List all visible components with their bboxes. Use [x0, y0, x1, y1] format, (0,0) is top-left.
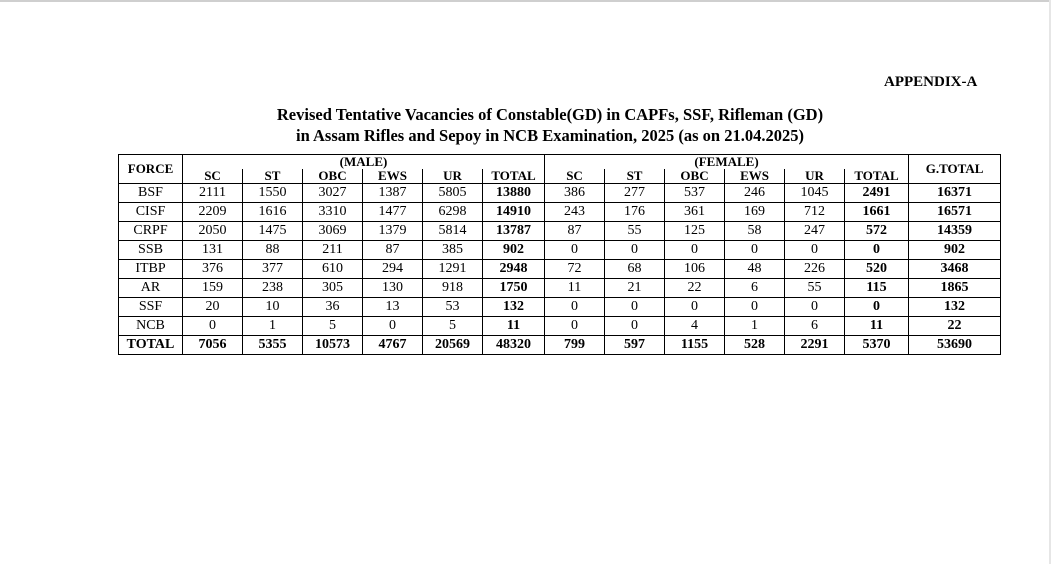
header-male-ur: UR [423, 169, 483, 184]
grand-total-cell: 3468 [909, 260, 1001, 279]
cell: 1 [725, 317, 785, 336]
cell: 3069 [303, 222, 363, 241]
grand-total-cell: 1865 [909, 279, 1001, 298]
male-total-cell: 902 [483, 241, 545, 260]
cell: 2291 [785, 336, 845, 355]
cell: 610 [303, 260, 363, 279]
cell: 13 [363, 298, 423, 317]
cell: 159 [183, 279, 243, 298]
header-female-st: ST [605, 169, 665, 184]
table-row [119, 298, 1001, 317]
female-total-cell: 2491 [845, 184, 909, 203]
grand-total-cell: 22 [909, 317, 1001, 336]
cell: 226 [785, 260, 845, 279]
header-male-ews: EWS [363, 169, 423, 184]
header-male-total: TOTAL [483, 169, 545, 184]
top-border [0, 0, 1051, 2]
table-row [119, 241, 1001, 260]
cell: 1550 [243, 184, 303, 203]
cell: 4 [665, 317, 725, 336]
table-row [119, 184, 1001, 203]
cell: 176 [605, 203, 665, 222]
cell: 2111 [183, 184, 243, 203]
cell: 361 [665, 203, 725, 222]
cell: 68 [605, 260, 665, 279]
male-total-cell: 48320 [483, 336, 545, 355]
cell: 0 [665, 298, 725, 317]
cell: 125 [665, 222, 725, 241]
table-row [119, 260, 1001, 279]
cell: 211 [303, 241, 363, 260]
header-male-obc: OBC [303, 169, 363, 184]
female-total-cell: 572 [845, 222, 909, 241]
cell: 6 [725, 279, 785, 298]
vacancy-table [118, 154, 1001, 355]
cell: 5814 [423, 222, 483, 241]
header-female-ur: UR [785, 169, 845, 184]
cell: 10573 [303, 336, 363, 355]
cell: 247 [785, 222, 845, 241]
cell: 712 [785, 203, 845, 222]
cell: 386 [545, 184, 605, 203]
header-female-total: TOTAL [845, 169, 909, 184]
force-name: CRPF [119, 222, 183, 241]
grand-total-cell: 16371 [909, 184, 1001, 203]
table-row [119, 317, 1001, 336]
cell: 131 [183, 241, 243, 260]
cell: 5 [423, 317, 483, 336]
cell: 2209 [183, 203, 243, 222]
female-total-cell: 115 [845, 279, 909, 298]
grand-total-cell: 14359 [909, 222, 1001, 241]
cell: 20569 [423, 336, 483, 355]
cell: 294 [363, 260, 423, 279]
male-total-cell: 1750 [483, 279, 545, 298]
title-line-2: in Assam Rifles and Sepoy in NCB Examination, 2025 (as on 21.04.2025) [296, 126, 804, 145]
cell: 0 [545, 241, 605, 260]
cell: 1616 [243, 203, 303, 222]
force-name: ITBP [119, 260, 183, 279]
force-name: BSF [119, 184, 183, 203]
female-total-cell: 520 [845, 260, 909, 279]
cell: 918 [423, 279, 483, 298]
cell: 87 [363, 241, 423, 260]
cell: 0 [183, 317, 243, 336]
force-name: SSF [119, 298, 183, 317]
table-row [119, 203, 1001, 222]
cell: 1045 [785, 184, 845, 203]
cell: 55 [605, 222, 665, 241]
cell: 305 [303, 279, 363, 298]
grand-total-cell: 902 [909, 241, 1001, 260]
cell: 246 [725, 184, 785, 203]
cell: 7056 [183, 336, 243, 355]
document-title [120, 104, 980, 146]
cell: 376 [183, 260, 243, 279]
cell: 0 [785, 241, 845, 260]
cell: 0 [785, 298, 845, 317]
header-female: (FEMALE) [545, 155, 909, 170]
cell: 20 [183, 298, 243, 317]
header-force: FORCE [119, 155, 183, 184]
cell: 0 [725, 241, 785, 260]
cell: 58 [725, 222, 785, 241]
cell: 11 [545, 279, 605, 298]
male-total-cell: 11 [483, 317, 545, 336]
cell: 10 [243, 298, 303, 317]
table-body [119, 184, 1001, 355]
force-name: CISF [119, 203, 183, 222]
force-name: NCB [119, 317, 183, 336]
header-female-obc: OBC [665, 169, 725, 184]
cell: 1 [243, 317, 303, 336]
cell: 0 [545, 298, 605, 317]
cell: 1379 [363, 222, 423, 241]
cell: 5 [303, 317, 363, 336]
cell: 1387 [363, 184, 423, 203]
male-total-cell: 13880 [483, 184, 545, 203]
cell: 528 [725, 336, 785, 355]
cell: 0 [605, 298, 665, 317]
cell: 130 [363, 279, 423, 298]
cell: 3310 [303, 203, 363, 222]
cell: 238 [243, 279, 303, 298]
cell: 72 [545, 260, 605, 279]
cell: 597 [605, 336, 665, 355]
grand-total-cell: 132 [909, 298, 1001, 317]
cell: 537 [665, 184, 725, 203]
cell: 243 [545, 203, 605, 222]
female-total-cell: 0 [845, 241, 909, 260]
total-label: TOTAL [119, 336, 183, 355]
force-name: SSB [119, 241, 183, 260]
cell: 1475 [243, 222, 303, 241]
cell: 48 [725, 260, 785, 279]
cell: 87 [545, 222, 605, 241]
appendix-label: APPENDIX-A [884, 74, 978, 90]
male-total-cell: 14910 [483, 203, 545, 222]
cell: 3027 [303, 184, 363, 203]
cell: 0 [545, 317, 605, 336]
cell: 22 [665, 279, 725, 298]
female-total-cell: 1661 [845, 203, 909, 222]
grand-total-cell: 16571 [909, 203, 1001, 222]
cell: 0 [605, 317, 665, 336]
cell: 1291 [423, 260, 483, 279]
cell: 277 [605, 184, 665, 203]
female-total-cell: 5370 [845, 336, 909, 355]
table-header [119, 155, 1001, 184]
cell: 385 [423, 241, 483, 260]
male-total-cell: 13787 [483, 222, 545, 241]
cell: 6298 [423, 203, 483, 222]
cell: 169 [725, 203, 785, 222]
cell: 55 [785, 279, 845, 298]
cell: 0 [665, 241, 725, 260]
cell: 2050 [183, 222, 243, 241]
cell: 21 [605, 279, 665, 298]
cell: 4767 [363, 336, 423, 355]
cell: 5805 [423, 184, 483, 203]
header-female-ews: EWS [725, 169, 785, 184]
cell: 106 [665, 260, 725, 279]
header-gtotal: G.TOTAL [909, 155, 1001, 184]
header-female-sc: SC [545, 169, 605, 184]
cell: 0 [363, 317, 423, 336]
cell: 1477 [363, 203, 423, 222]
cell: 1155 [665, 336, 725, 355]
male-total-cell: 132 [483, 298, 545, 317]
header-male: (MALE) [183, 155, 545, 170]
cell: 799 [545, 336, 605, 355]
female-total-cell: 11 [845, 317, 909, 336]
table-row [119, 279, 1001, 298]
header-male-st: ST [243, 169, 303, 184]
grand-total-cell: 53690 [909, 336, 1001, 355]
cell: 53 [423, 298, 483, 317]
table-row [119, 222, 1001, 241]
cell: 377 [243, 260, 303, 279]
cell: 6 [785, 317, 845, 336]
female-total-cell: 0 [845, 298, 909, 317]
cell: 36 [303, 298, 363, 317]
cell: 0 [605, 241, 665, 260]
title-line-1: Revised Tentative Vacancies of Constable(GD) in CAPFs, SSF, Rifleman (GD) [276, 105, 824, 124]
cell: 88 [243, 241, 303, 260]
cell: 5355 [243, 336, 303, 355]
cell: 0 [725, 298, 785, 317]
force-name: AR [119, 279, 183, 298]
total-row [119, 336, 1001, 355]
male-total-cell: 2948 [483, 260, 545, 279]
header-male-sc: SC [183, 169, 243, 184]
